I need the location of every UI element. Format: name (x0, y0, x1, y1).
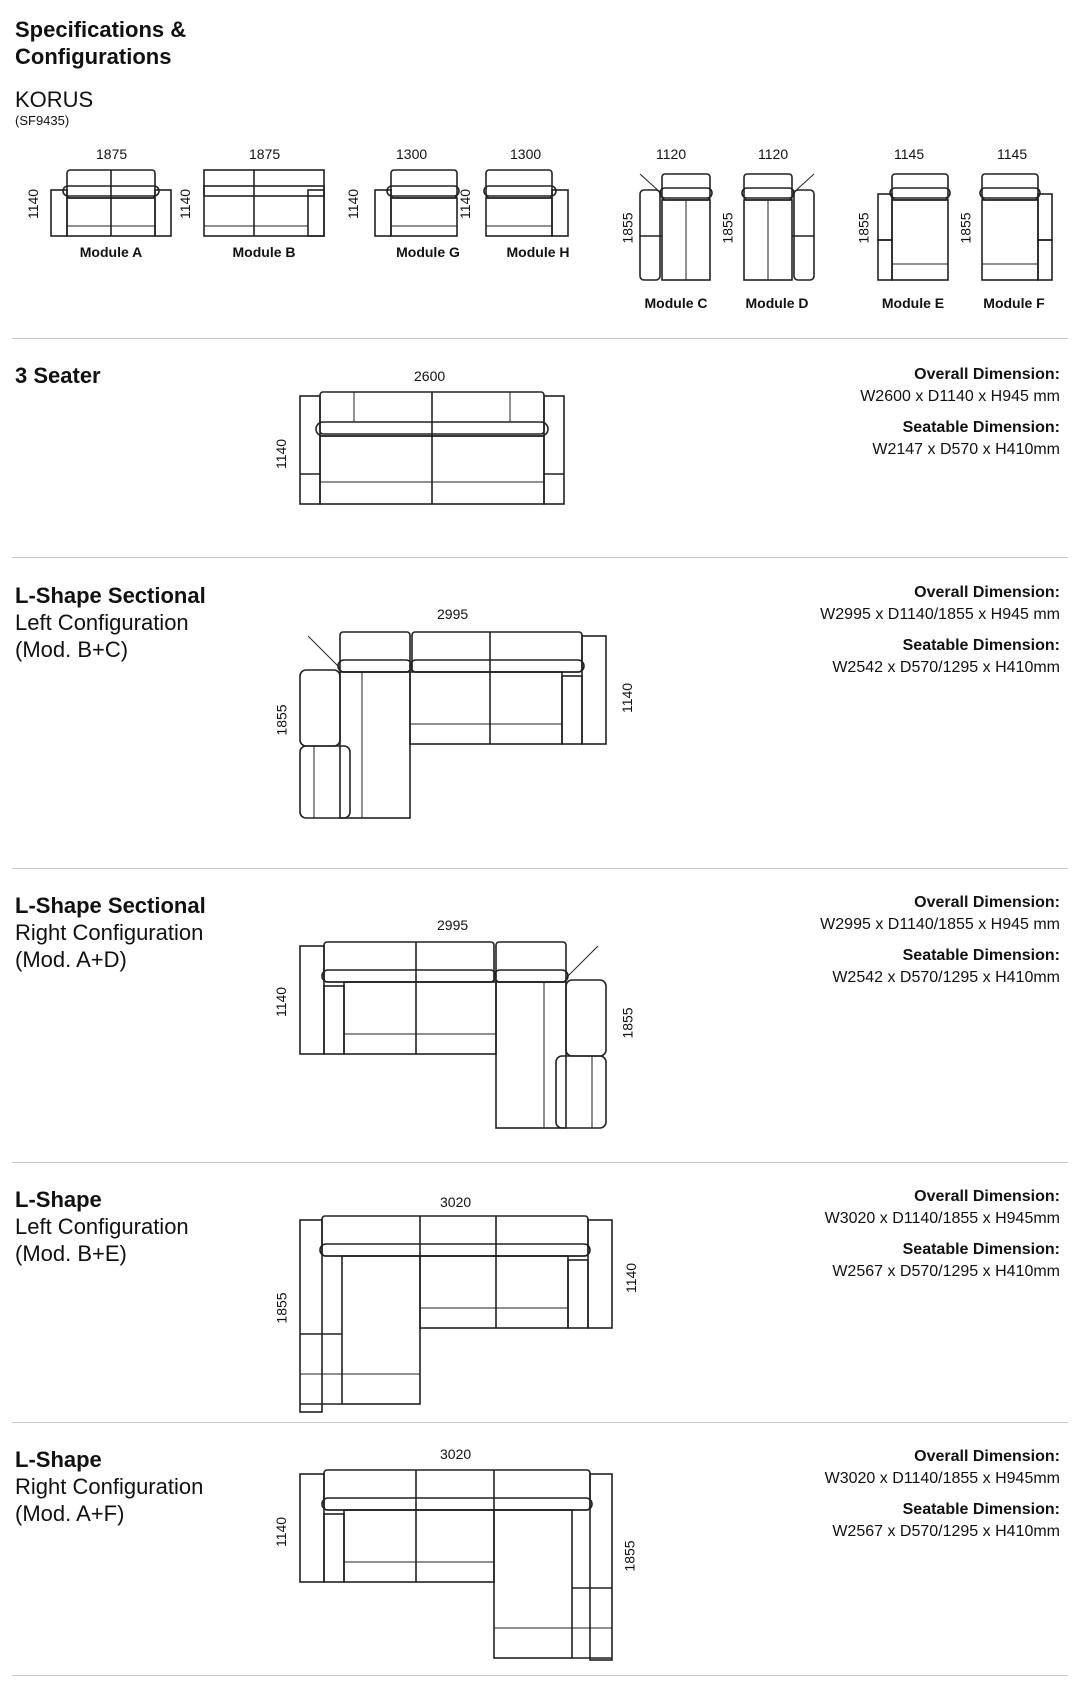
overall-value: W3020 x D1140/1855 x H945mm (824, 1210, 1060, 1227)
module-e-label: Module E (881, 295, 945, 311)
divider (12, 338, 1068, 339)
config-2-title: L-Shape Sectional (15, 583, 206, 608)
seatable-label: Seatable Dimension: (902, 419, 1060, 436)
config-2-depth-dim-left: 1855 (273, 704, 290, 736)
module-b-width: 1875 (249, 146, 281, 162)
divider (12, 1675, 1068, 1676)
config-5-drawing (300, 1468, 614, 1660)
module-g-width: 1300 (396, 146, 428, 162)
config-4-title: L-Shape (15, 1187, 102, 1212)
module-d-width: 1120 (758, 146, 789, 162)
config-4-depth-dim-left: 1855 (273, 1292, 290, 1324)
config-5-width-dim: 3020 (440, 1446, 472, 1462)
seatable-label: Seatable Dimension: (902, 947, 1060, 964)
config-4-width-dim: 3020 (440, 1194, 472, 1210)
module-c-label: Module C (644, 295, 708, 311)
module-f-depth: 1855 (957, 212, 974, 244)
overall-label: Overall Dimension: (914, 1188, 1060, 1205)
config-3-line2: Right Configuration (15, 920, 204, 945)
module-d-label: Module D (745, 295, 809, 311)
overall-label: Overall Dimension: (914, 894, 1060, 911)
config-3-depth-dim-left: 1140 (273, 986, 290, 1018)
module-a-width: 1875 (96, 146, 128, 162)
page-title-line2: Configurations (15, 44, 172, 69)
config-2-line2: Left Configuration (15, 610, 189, 635)
config-1-depth-dim: 1140 (273, 438, 290, 470)
config-3-depth-dim-right: 1855 (619, 1007, 636, 1039)
module-d-depth: 1855 (719, 212, 736, 244)
overall-value: W2995 x D1140/1855 x H945 mm (820, 916, 1060, 933)
module-d-drawing (742, 172, 814, 282)
module-g-drawing (375, 168, 460, 238)
module-g-label: Module G (396, 244, 460, 260)
module-a-drawing (51, 168, 171, 238)
module-e-width: 1145 (894, 146, 925, 162)
module-h-depth: 1140 (457, 188, 474, 220)
seatable-label: Seatable Dimension: (902, 1501, 1060, 1518)
config-4-drawing (300, 1214, 614, 1406)
module-c-width: 1120 (656, 146, 687, 162)
divider (12, 1422, 1068, 1423)
seatable-value: W2542 x D570/1295 x H410mm (832, 659, 1060, 676)
module-f-label: Module F (983, 295, 1045, 311)
overall-value: W2995 x D1140/1855 x H945 mm (820, 606, 1060, 623)
module-f-width: 1145 (997, 146, 1028, 162)
overall-label: Overall Dimension: (914, 584, 1060, 601)
config-5-line2: Right Configuration (15, 1474, 204, 1499)
module-f-drawing (980, 172, 1052, 282)
seatable-value: W2147 x D570 x H410mm (872, 441, 1060, 458)
overall-value: W2600 x D1140 x H945 mm (860, 388, 1060, 405)
module-h-width: 1300 (510, 146, 542, 162)
module-h-label: Module H (506, 244, 570, 260)
divider (12, 557, 1068, 558)
module-e-depth: 1855 (855, 212, 872, 244)
module-b-drawing (204, 168, 324, 238)
divider (12, 1162, 1068, 1163)
module-b-label: Module B (232, 244, 296, 260)
seatable-value: W2542 x D570/1295 x H410mm (832, 969, 1060, 986)
config-4-line2: Left Configuration (15, 1214, 189, 1239)
config-5-title: L-Shape (15, 1447, 102, 1472)
page-title-line1: Specifications & (15, 17, 187, 42)
seatable-value: W2567 x D570/1295 x H410mm (832, 1523, 1060, 1540)
seatable-label: Seatable Dimension: (902, 637, 1060, 654)
config-1-drawing (300, 390, 564, 506)
seatable-value: W2567 x D570/1295 x H410mm (832, 1263, 1060, 1280)
config-1-title: 3 Seater (15, 363, 101, 388)
overall-label: Overall Dimension: (914, 1448, 1060, 1465)
module-g-depth: 1140 (345, 188, 362, 220)
config-3-drawing (300, 940, 606, 1130)
config-2-line3: (Mod. B+C) (15, 637, 129, 662)
config-1-width-dim: 2600 (414, 368, 446, 384)
divider (12, 868, 1068, 869)
overall-label: Overall Dimension: (914, 366, 1060, 383)
seatable-label: Seatable Dimension: (902, 1241, 1060, 1258)
config-3-spec (820, 892, 1060, 989)
config-5-depth-dim-left: 1140 (273, 1516, 290, 1548)
module-c-drawing (640, 172, 712, 282)
config-4-line3: (Mod. B+E) (15, 1241, 127, 1266)
product-code: (SF9435) (15, 113, 70, 128)
config-5-spec (825, 1446, 1060, 1543)
config-1-spec (860, 364, 1060, 461)
config-2-spec (820, 582, 1060, 679)
product-name: KORUS (15, 87, 94, 112)
config-4-depth-dim-right: 1140 (623, 1262, 640, 1294)
module-b-depth: 1140 (177, 188, 194, 220)
module-c-depth: 1855 (619, 212, 636, 244)
overall-value: W3020 x D1140/1855 x H945mm (824, 1470, 1060, 1487)
config-2-depth-dim-right: 1140 (619, 682, 636, 714)
config-2-width-dim: 2995 (437, 606, 469, 622)
module-a-label: Module A (79, 244, 143, 260)
config-5-line3: (Mod. A+F) (15, 1501, 125, 1526)
config-2-drawing (300, 630, 606, 820)
config-3-line3: (Mod. A+D) (15, 947, 127, 972)
config-5-depth-dim-right: 1855 (621, 1540, 638, 1572)
module-e-drawing (878, 172, 950, 282)
config-3-title: L-Shape Sectional (15, 893, 206, 918)
config-3-width-dim: 2995 (437, 917, 469, 933)
config-4-spec (825, 1186, 1060, 1283)
module-a-depth: 1140 (25, 188, 42, 220)
module-h-drawing (484, 168, 569, 238)
